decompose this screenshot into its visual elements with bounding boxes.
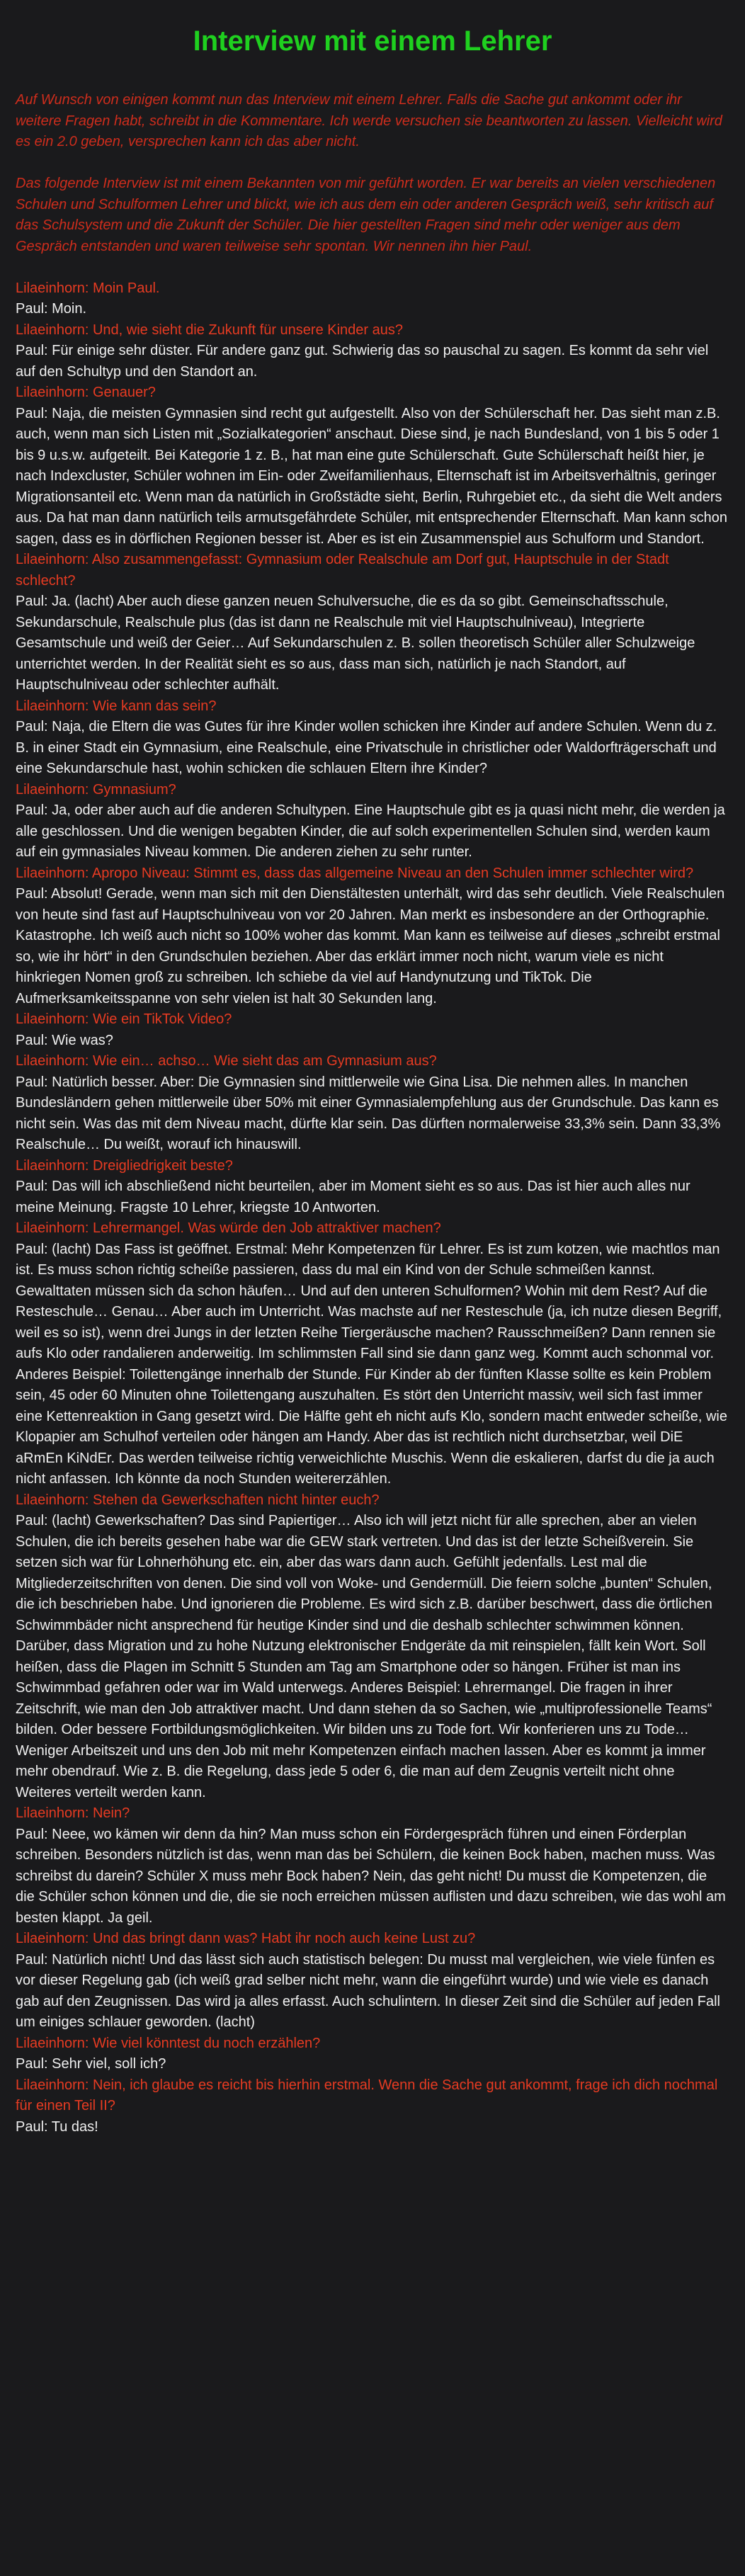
interviewee-line: Paul: Naja, die meisten Gymnasien sind recht gut aufgestellt. Also von der Schülerschaft her. Das sieht man z.B. auch, wenn man sich Listen mit „Sozialkategorien“ anschaut. Diese sind, je nach Bundesland, von 1 bis 5 oder 1 bis 9 u.s.w. aufgeteilt. Bei Kategorie 1 z. B., hat man eine gute Schülerschaft. Gute Schülerschaft heißt hier, je nach Indexcluster, Schüler wohnen im Ein- oder Zweifamilienhaus, Elternschaft ist im Arbeitsverhältnis, geringer Migrationsanteil etc. Wenn man da natürlich in Großstädte sieht, Berlin, Ruhrgebiet etc., da sieht die Welt anders aus. Da hat man dann natürlich teils armutsgefährdete Schüler, mit entsprechender Elternschaft. Man kann schon sagen, dass es in dörflichen Regionen besser ist. Aber es ist ein Zusammenspiel aus Schulform und Standort.	[16, 405, 727, 547]
interviewer-line: Lilaeinhorn: Genauer?	[16, 385, 156, 400]
interviewee-line: Paul: Moin.	[16, 301, 87, 317]
interviewer-line: Lilaeinhorn: Nein?	[16, 1805, 130, 1821]
interviewer-line: Lilaeinhorn: Wie kann das sein?	[16, 698, 217, 714]
interviewee-line: Paul: Ja. (lacht) Aber auch diese ganzen neuen Schulversuche, die es da so gibt. Gemeinschaftsschule, Sekundarschule, Realschule plus (das ist dann ne Realschule mit viel Hauptschulniveau), Integrierte Gesamtschule und weiß der Geier… Auf Sekundarschulen z. B. sollen theoretisch Schüler aller Schulzweige unterrichtet werden. In der Realität sieht es so aus, dass man sich, natürlich je nach Standort, auf Hauptschulniveau oder schlechter aufhält.	[16, 594, 695, 693]
dialogue	[16, 278, 729, 2138]
interviewer-line: Lilaeinhorn: Lehrermangel. Was würde den Job attraktiver machen?	[16, 1220, 441, 1236]
interviewee-line: Paul: Neee, wo kämen wir denn da hin? Man muss schon ein Fördergespräch führen und einen Förderplan schreiben. Besonders nützlich ist das, wenn man das bei Schülern, die keinen Bock haben, machen muss. Was schreibst du darein? Schüler X muss mehr Bock haben? Nein, das geht nicht! Du musst die Kompetenzen, die die Schüler schon können und die, die sie noch erreichen müssen auflisten und dazu schreiben, wie das wohl am besten klappt. Ja geil.	[16, 1826, 726, 1926]
interviewee-line: Paul: Ja, oder aber auch auf die anderen Schultypen. Eine Hauptschule gibt es ja quasi nicht mehr, die werden ja alle geschlossen. Und die wenigen begabten Kinder, die auf solch experimentellen Schulen sind, werden kaum auf ein gymnasiales Niveau kommen. Die anderen ziehen zu sehr runter.	[16, 802, 725, 860]
page-title: Interview mit einem Lehrer	[193, 25, 552, 57]
interviewer-line: Lilaeinhorn: Also zusammengefasst: Gymnasium oder Realschule am Dorf gut, Hauptschule in der Stadt schlecht?	[16, 552, 669, 589]
interviewer-line: Lilaeinhorn: Apropo Niveau: Stimmt es, dass das allgemeine Niveau an den Schulen immer schlechter wird?	[16, 865, 694, 881]
interviewer-line: Lilaeinhorn: Und das bringt dann was? Habt ihr noch auch keine Lust zu?	[16, 1931, 476, 1946]
interviewer-line: Lilaeinhorn: Wie ein… achso… Wie sieht das am Gymnasium aus?	[16, 1053, 437, 1069]
interviewer-line: Lilaeinhorn: Dreigliedrigkeit beste?	[16, 1157, 233, 1174]
interviewer-line: Lilaeinhorn: Und, wie sieht die Zukunft für unsere Kinder aus?	[16, 322, 403, 338]
interviewee-line: Paul: Natürlich nicht! Und das lässt sich auch statistisch belegen: Du musst mal vergleichen, wie viele fünfen es vor dieser Regelung gab (ich weiß grad selber nicht mehr, wann die eingeführt wurde) und wie viele es danach gab auf den Zeugnissen. Das wird ja alles erfasst. Auch schulintern. In dieser Zeit sind die Schüler auf jeden Fall um einiges schlauer geworden. (lacht)	[16, 1951, 720, 2030]
interviewee-line: Paul: Tu das!	[16, 2118, 98, 2135]
interviewee-line: Paul: Absolut! Gerade, wenn man sich mit den Dienstältesten unterhält, wird das sehr deutlich. Viele Realschulen von heute sind fast auf Hauptschulniveau von vor 20 Jahren. Man merkt es insbesondere an der Orthographie. Katastrophe. Ich weiß auch nicht so 100% woher das kommt. Man kann es teilweise auf dieses „schreibt erstmal so, wie ihr hört“ in den Grundschulen beziehen. Aber das erklärt immer noch nicht, warum viele es nicht hinkriegen Nomen groß zu schreiben. Ich schiebe da viel auf Handynutzung und TikTok. Die Aufmerksamkeitsspanne von sehr vielen ist halt 30 Sekunden lang.	[16, 886, 725, 1006]
interviewer-line: Lilaeinhorn: Wie ein TikTok Video?	[16, 1011, 232, 1027]
intro-section	[16, 90, 729, 257]
interviewee-line: Paul: Das will ich abschließend nicht beurteilen, aber im Moment sieht es so aus. Das ist hier auch alles nur meine Meinung. Fragste 10 Lehrer, kriegste 10 Antworten.	[16, 1179, 690, 1215]
interviewee-line: Paul: Für einige sehr düster. Für andere ganz gut. Schwierig das so pauschal zu sagen. Es kommt da sehr viel auf den Schultyp und den Standort an.	[16, 343, 709, 380]
interviewee-line: Paul: Naja, die Eltern die was Gutes für ihre Kinder wollen schicken ihre Kinder auf andere Schulen. Wenn du z. B. in einer Stadt ein Gymnasium, eine Realschule, eine Privatschule in christlicher oder Waldorfträgerschaft und eine Sekundarschule hast, wohin schicken die schlauen Eltern ihre Kinder?	[16, 719, 717, 776]
interviewer-line: Lilaeinhorn: Wie viel könntest du noch erzählen?	[16, 2035, 321, 2051]
interviewee-line: Paul: (lacht) Gewerkschaften? Das sind Papiertiger… Also ich will jetzt nicht für alle sprechen, aber an vielen Schulen, die ich bereits gesehen habe war die GEW stark vertreten. Und das ist der letzte Scheißverein. Sie setzen sich war für Lohnerhöhung etc. ein, aber das wars dann auch. Gefühlt jedenfalls. Lest mal die Mitgliederzeitschriften von denen. Die sind voll von Woke- und Gendermüll. Die feiern solche „bunten“ Schulen, die ich beschrieben habe. Und ignorieren die Probleme. Es wird sich z.B. darüber beschwert, dass die örtlichen Schwimmbäder nicht ansprechend für heutige Kinder sind und die deshalb schlechter schwimmen können. Darüber, dass Migration und zu hohe Nutzung elektronischer Endgeräte da mit reinspielen, fällt kein Wort. Soll heißen, dass die Plagen im Schnitt 5 Stunden am Tag am Smartphone oder so hängen. Früher ist man ins Schwimmbad gefahren oder war im Wald unterwegs. Anderes Beispiel: Lehrermangel. Die fragen in ihrer Zeitschrift, wie man den Job attraktiver macht. Und dann stehen da so Sachen, wie „multiprofessionelle Teams“ bilden. Oder bessere Fortbildungsmöglichkeiten. Wir bilden uns zu Tode fort. Wir konferieren uns zu Tode… Weniger Arbeitszeit und uns den Job mit mehr Kompetenzen einfach machen lassen. Aber es kommt ja immer mehr obendrauf. Wie z. B. die Regelung, dass jede 5 oder 6, die man auf dem Zeugnis verteilt nicht ohne Weiteres verteilt werden kann.	[16, 1513, 712, 1800]
interviewee-line: Paul: Wie was?	[16, 1032, 113, 1048]
interviewer-line: Lilaeinhorn: Gymnasium?	[16, 781, 176, 798]
intro-paragraph: Das folgende Interview ist mit einem Bekannten von mir geführt worden. Er war bereits an vielen verschiedenen Schulen und Schulformen Lehrer und blickt, wie ich aus dem ein oder anderen Gespräch weiß, sehr kritisch auf das Schulsystem und die Zukunft der Schüler. Die hier gestellten Fragen sind mehr oder weniger aus dem Gespräch entstanden und waren teilweise sehr spontan. Wir nennen ihn hier Paul.	[16, 176, 716, 254]
interviewer-line: Lilaeinhorn: Moin Paul.	[16, 280, 160, 296]
intro-paragraph: Auf Wunsch von einigen kommt nun das Interview mit einem Lehrer. Falls die Sache gut ankommt oder ihr weitere Fragen habt, schreibt in die Kommentare. Ich werde versuchen sie beantworten zu lassen. Vielleicht wird es ein 2.0 geben, versprechen kann ich das aber nicht.	[16, 92, 722, 149]
interviewee-line: Paul: (lacht) Das Fass ist geöffnet. Erstmal: Mehr Kompetenzen für Lehrer. Es ist zum kotzen, wie machtlos man ist. Es muss schon richtig scheiße passieren, dass du mal ein Kind von der Schule schmeißen kannst. Gewalttaten müssen sich da schon häufen… Und auf den unteren Schulformen? Wohin mit dem Rest? Auf die Resteschule… Genau… Aber auch im Unterricht. Was machste auf ner Resteschule (ja, ich nutze diesen Begriff, weil es so ist), wenn drei Jungs in der letzten Reihe Tiergeräusche machen? Rausschmeißen? Dann rennen sie aufs Klo oder randalieren anderweitig. Im schlimmsten Fall sind sie dann ganz weg. Kommt auch schonmal vor. Anderes Beispiel: Toilettengänge innerhalb der Stunde. Für Kinder ab der fünften Klasse sollte es kein Problem sein, 45 oder 60 Minuten ohne Toilettengang auszuhalten. Es stört den Unterricht massiv, weil sich fast immer eine Kettenreaktion in Gang gesetzt wird. Die Hälfte geht eh nicht aufs Klo, sondern macht entweder scheiße, wie Klopapier am Schulhof verteilen oder hängen am Handy. Aber das ist rechtlich nicht durchsetzbar, weil DiE aRmEn KiNdEr. Das werden teilweise richtig verweichlichte Muschis. Wenn die eskalieren, darfst du die ja auch nicht anfassen. Ich könnte da noch Stunden weitererzählen.	[16, 1241, 727, 1487]
interviewer-line: Lilaeinhorn: Stehen da Gewerkschaften nicht hinter euch?	[16, 1492, 380, 1508]
interviewee-line: Paul: Sehr viel, soll ich?	[16, 2056, 166, 2072]
interviewer-line: Lilaeinhorn: Nein, ich glaube es reicht bis hierhin erstmal. Wenn die Sache gut ankommt, frage ich dich nochmal für einen Teil II?	[16, 2077, 718, 2113]
interviewee-line: Paul: Natürlich besser. Aber: Die Gymnasien sind mittlerweile wie Gina Lisa. Die nehmen alles. In manchen Bundesländern gehen mittlerweile über 50% mit einer Gymnasialempfehlung aus der Grundschule. Das kann es nicht sein. Was das mit dem Niveau macht, dürfte klar sein. Das dürften normalerweise 33,3% sein. Dann 33,3% Realschule… Du weißt, worauf ich hinauswill.	[16, 1074, 721, 1152]
